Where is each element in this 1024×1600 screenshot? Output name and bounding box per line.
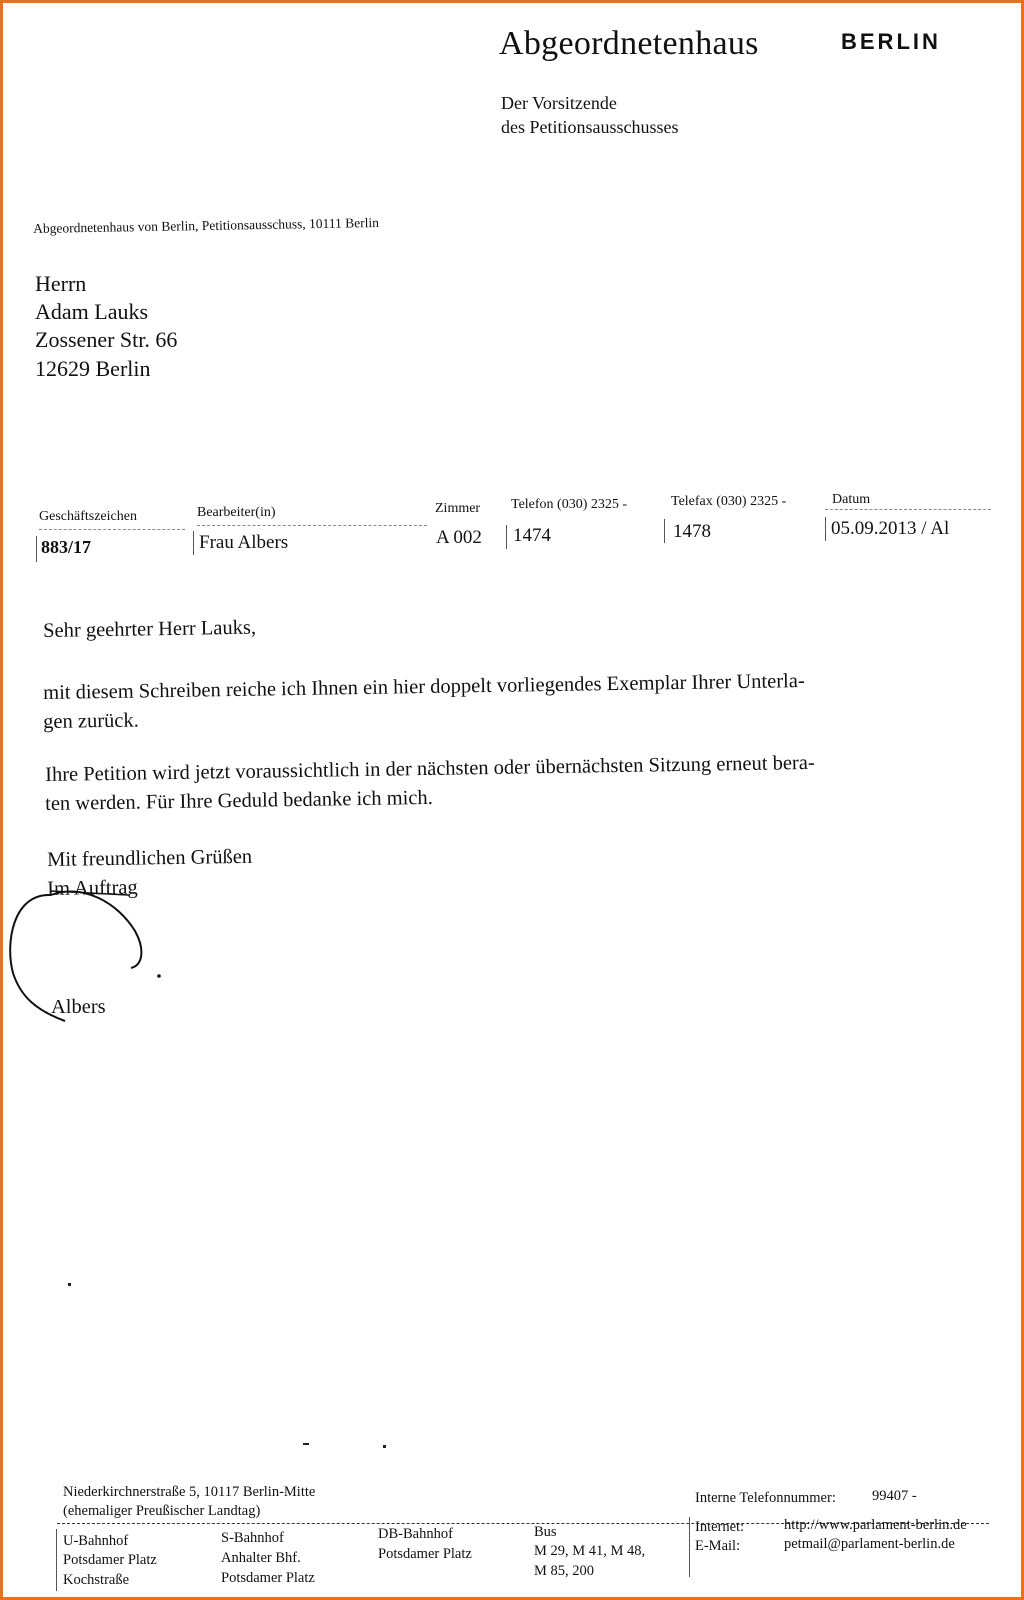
closing: Mit freundlichen Grüßen xyxy=(47,845,253,871)
email-link: petmail@parlament-berlin.de xyxy=(784,1536,955,1552)
file-no-value: 883/17 xyxy=(41,537,92,557)
bus-lines-1: M 29, M 41, M 48, xyxy=(534,1543,646,1559)
recipient-city: 12629 Berlin xyxy=(35,356,151,381)
phone-label: Telefon (030) 2325 - xyxy=(511,497,628,512)
letterhead-subtitle-2: des Petitionsausschusses xyxy=(501,117,679,137)
internal-phone-value: 99407 - xyxy=(872,1488,917,1504)
internet-link: http://www.parlament-berlin.de xyxy=(784,1517,967,1533)
file-no-label: Geschäftszeichen xyxy=(39,509,137,524)
paragraph-1-line-2: gen zurück. xyxy=(43,709,139,733)
db-station-1: Potsdamer Platz xyxy=(378,1546,472,1562)
greeting: Sehr geehrter Herr Lauks, xyxy=(43,616,257,642)
signer-name: Albers xyxy=(51,996,106,1018)
recipient-street: Zossener Str. 66 xyxy=(35,327,178,352)
footer-address: Niederkirchnerstraße 5, 10117 Berlin-Mitte xyxy=(63,1484,316,1500)
room-divider xyxy=(506,525,507,549)
clerk-divider xyxy=(193,531,194,555)
bus-lines-2: M 85, 200 xyxy=(534,1563,595,1579)
ubahn-station-2: Kochstraße xyxy=(63,1572,130,1588)
sbahn-label: S-Bahnhof xyxy=(221,1530,284,1546)
bus-label: Bus xyxy=(534,1524,557,1540)
scan-speck xyxy=(68,1283,71,1286)
phone-divider xyxy=(664,519,665,543)
date-label: Datum xyxy=(832,492,871,507)
sender-line: Abgeordnetenhaus von Berlin, Petitionsausschuss, 10111 Berlin xyxy=(33,214,380,236)
file-no-divider xyxy=(36,536,37,562)
db-label: DB-Bahnhof xyxy=(378,1526,453,1542)
room-value: A 002 xyxy=(436,527,482,548)
clerk-value: Frau Albers xyxy=(199,532,289,553)
ubahn-station-1: Potsdamer Platz xyxy=(63,1552,157,1568)
ubahn-label: U-Bahnhof xyxy=(63,1533,129,1549)
paragraph-1-line-1: mit diesem Schreiben reiche ich Ihnen ein hier doppelt vorliegendes Exemplar Ihrer Unterla- xyxy=(43,670,805,704)
internal-phone-label: Interne Telefonnummer: xyxy=(695,1490,836,1506)
sbahn-station-2: Potsdamer Platz xyxy=(221,1570,315,1586)
on-behalf: Im Auftrag xyxy=(47,876,138,900)
reference-dotted-line xyxy=(197,525,427,526)
paragraph-2-line-1: Ihre Petition wird jetzt voraussichtlich in der nächsten oder übernächsten Sitzung erneut bera- xyxy=(45,751,815,786)
reference-dotted-line xyxy=(825,509,991,510)
letterhead-city: BERLIN xyxy=(841,29,941,54)
internet-label: Internet: xyxy=(695,1519,745,1535)
paragraph-2-line-2: ten werden. Für Ihre Geduld bedanke ich mich. xyxy=(45,786,433,815)
email-label: E-Mail: xyxy=(695,1538,741,1554)
letterhead-title: Abgeordnetenhaus xyxy=(499,25,759,62)
clerk-label: Bearbeiter(in) xyxy=(197,505,276,520)
fax-label: Telefax (030) 2325 - xyxy=(671,494,787,509)
fax-divider xyxy=(825,517,826,541)
reference-dotted-line xyxy=(39,529,185,530)
recipient-name: Adam Lauks xyxy=(35,299,149,324)
footer-building-note: (ehemaliger Preußischer Landtag) xyxy=(63,1503,261,1519)
fax-value: 1478 xyxy=(673,521,711,542)
date-value: 05.09.2013 / Al xyxy=(831,518,950,539)
footer-divider xyxy=(56,1529,57,1591)
sbahn-station-1: Anhalter Bhf. xyxy=(221,1550,301,1566)
scan-speck xyxy=(383,1445,386,1448)
scan-speck xyxy=(303,1443,309,1445)
room-label: Zimmer xyxy=(435,501,481,516)
recipient-salutation: Herrn xyxy=(35,271,87,296)
phone-value: 1474 xyxy=(513,525,551,546)
footer-divider xyxy=(689,1517,690,1577)
letterhead-subtitle-1: Der Vorsitzende xyxy=(501,93,617,113)
